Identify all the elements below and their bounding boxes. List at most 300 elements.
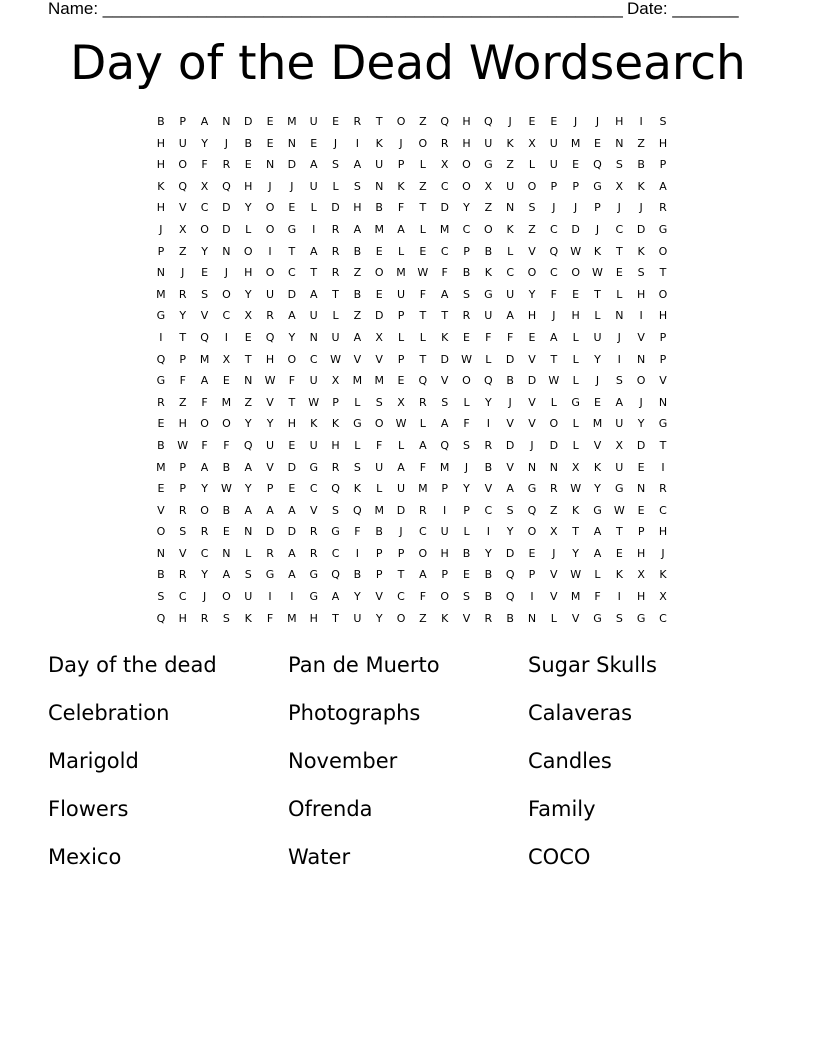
grid-letter: Q — [527, 503, 537, 517]
grid-letter: S — [201, 287, 209, 301]
grid-letter: J — [202, 590, 207, 604]
grid-row — [150, 543, 674, 565]
grid-letter: Z — [178, 395, 187, 409]
grid-letter: L — [397, 438, 405, 452]
grid-letter: S — [332, 158, 340, 172]
grid-letter: B — [244, 136, 252, 150]
grid-letter: N — [615, 136, 624, 150]
grid-letter: S — [353, 460, 361, 474]
grid-letter: V — [593, 438, 602, 452]
grid-letter: S — [463, 438, 470, 452]
grid-letter: X — [615, 179, 624, 193]
grid-letter: Y — [484, 395, 492, 409]
grid-letter: T — [615, 244, 623, 258]
grid-letter: W — [177, 438, 189, 452]
grid-letter: V — [157, 503, 165, 517]
grid-letter: N — [527, 460, 537, 474]
grid-letter: H — [309, 611, 318, 625]
grid-letter: F — [594, 590, 601, 604]
grid-letter: Z — [178, 244, 187, 258]
grid-letter: E — [397, 374, 405, 388]
date-field-label: Date: _______ — [627, 0, 739, 18]
grid-letter: M — [221, 395, 232, 409]
grid-letter: G — [658, 417, 668, 431]
grid-letter: B — [506, 611, 514, 625]
grid-letter: K — [244, 611, 252, 625]
grid-letter: P — [659, 352, 667, 366]
grid-letter: B — [484, 244, 493, 258]
grid-letter: I — [268, 244, 272, 258]
grid-letter: G — [309, 460, 318, 474]
grid-letter: A — [309, 287, 318, 301]
grid-letter: O — [265, 222, 275, 236]
grid-letter: I — [290, 590, 294, 604]
grid-row — [150, 608, 674, 630]
grid-letter: Q — [593, 158, 602, 172]
grid-letter: S — [615, 611, 623, 625]
grid-letter: P — [266, 482, 274, 496]
grid-letter: R — [309, 525, 318, 539]
grid-letter: J — [333, 136, 338, 150]
grid-letter: C — [222, 309, 231, 323]
grid-letter: B — [157, 568, 165, 582]
grid-letter: I — [224, 330, 229, 344]
grid-letter: X — [659, 590, 667, 604]
grid-letter: J — [552, 309, 556, 323]
grid-row — [150, 413, 674, 435]
grid-letter: L — [354, 438, 361, 452]
grid-letter: R — [178, 568, 187, 582]
grid-letter: D — [440, 352, 449, 366]
grid-letter: H — [178, 417, 187, 431]
grid-letter: M — [570, 590, 581, 604]
grid-letter: N — [375, 179, 384, 193]
grid-letter: H — [571, 309, 580, 323]
word-list-item: Photographs — [288, 701, 421, 725]
grid-letter: D — [549, 438, 559, 452]
word-list-item: Family — [528, 797, 596, 821]
grid-letter: J — [617, 201, 621, 215]
grid-letter: L — [572, 374, 579, 388]
grid-letter: I — [159, 330, 163, 344]
grid-letter: I — [355, 136, 359, 150]
grid-letter: A — [506, 482, 514, 496]
grid-letter: A — [266, 503, 274, 517]
grid-letter: L — [332, 309, 339, 323]
grid-letter: A — [615, 395, 624, 409]
grid-row — [150, 241, 674, 263]
grid-letter: Y — [637, 417, 645, 431]
grid-letter: S — [222, 611, 230, 625]
grid-letter: V — [266, 460, 274, 474]
grid-letter: Z — [353, 309, 362, 323]
grid-letter: P — [528, 568, 536, 582]
word-list-item: Celebration — [48, 701, 170, 725]
grid-letter: A — [309, 158, 318, 172]
grid-letter: Q — [265, 330, 275, 344]
grid-letter: A — [440, 417, 449, 431]
grid-letter: P — [179, 352, 187, 366]
grid-letter: K — [593, 460, 602, 474]
grid-letter: E — [157, 482, 165, 496]
grid-letter: V — [659, 374, 667, 388]
grid-letter: B — [375, 525, 383, 539]
grid-row — [150, 111, 674, 133]
grid-letter: E — [528, 330, 536, 344]
grid-letter: R — [484, 438, 493, 452]
grid-letter: S — [353, 179, 361, 193]
grid-letter: K — [506, 136, 514, 150]
grid-row — [150, 219, 674, 241]
grid-letter: A — [288, 503, 296, 517]
grid-letter: G — [527, 482, 537, 496]
grid-letter: U — [484, 309, 493, 323]
grid-letter: L — [397, 330, 405, 344]
grid-letter: J — [639, 201, 643, 215]
grid-letter: A — [353, 158, 362, 172]
grid-letter: H — [462, 115, 471, 128]
grid-row — [150, 435, 674, 457]
grid-letter: H — [331, 438, 340, 452]
grid-letter: X — [615, 438, 624, 452]
grid-row — [150, 262, 674, 284]
grid-letter: V — [550, 568, 558, 582]
grid-letter: E — [244, 158, 252, 172]
grid-letter: A — [353, 330, 362, 344]
grid-letter: S — [615, 158, 623, 172]
grid-letter: R — [266, 546, 274, 560]
grid-letter: O — [462, 179, 471, 193]
grid-letter: L — [572, 417, 579, 431]
grid-letter: H — [156, 201, 166, 215]
grid-letter: O — [484, 222, 493, 236]
grid-letter: S — [332, 503, 340, 517]
grid-letter: U — [615, 460, 624, 474]
grid-letter: E — [419, 244, 427, 258]
grid-letter: N — [222, 244, 231, 258]
grid-row — [150, 349, 674, 371]
grid-letter: S — [659, 115, 667, 128]
grid-letter: F — [266, 611, 274, 625]
grid-letter: M — [374, 374, 384, 388]
grid-letter: L — [419, 222, 426, 236]
grid-letter: A — [309, 244, 318, 258]
grid-letter: L — [485, 352, 492, 366]
grid-letter: N — [244, 374, 253, 388]
grid-letter: J — [639, 395, 643, 409]
grid-letter: C — [549, 266, 558, 280]
grid-letter: Y — [244, 417, 252, 431]
grid-letter: Z — [419, 611, 427, 625]
grid-letter: K — [331, 417, 340, 431]
grid-letter: Y — [244, 482, 252, 496]
grid-letter: Y — [463, 482, 470, 496]
word-list-item: Day of the dead — [48, 653, 217, 677]
grid-letter: U — [266, 438, 275, 452]
grid-letter: S — [375, 395, 383, 409]
grid-letter: E — [528, 115, 536, 128]
grid-letter: D — [287, 158, 297, 172]
grid-letter: P — [441, 568, 448, 582]
grid-letter: X — [440, 158, 449, 172]
grid-letter: H — [287, 417, 297, 431]
grid-letter: J — [552, 201, 556, 215]
grid-letter: Q — [418, 374, 428, 388]
grid-letter: R — [331, 460, 340, 474]
grid-letter: K — [637, 244, 645, 258]
grid-letter: O — [374, 266, 384, 280]
grid-letter: D — [636, 438, 646, 452]
grid-letter: E — [615, 546, 623, 560]
grid-letter: W — [395, 417, 407, 431]
grid-letter: R — [659, 482, 667, 496]
grid-letter: Y — [288, 330, 296, 344]
word-list-item: November — [288, 749, 398, 773]
grid-letter: D — [222, 222, 231, 236]
grid-row — [150, 284, 674, 306]
grid-letter: O — [243, 244, 253, 258]
grid-letter: W — [570, 568, 582, 582]
grid-letter: K — [353, 482, 361, 496]
grid-letter: Q — [156, 611, 166, 625]
grid-letter: K — [375, 136, 383, 150]
grid-letter: W — [461, 352, 472, 366]
grid-letter: U — [615, 417, 624, 431]
grid-letter: A — [288, 568, 296, 582]
grid-letter: H — [440, 546, 449, 560]
grid-letter: T — [441, 309, 449, 323]
grid-letter: A — [506, 309, 514, 323]
grid-letter: V — [528, 352, 536, 366]
grid-letter: E — [637, 460, 645, 474]
grid-letter: U — [396, 287, 406, 301]
grid-letter: I — [530, 590, 534, 604]
grid-letter: Q — [331, 482, 340, 496]
grid-letter: T — [419, 201, 427, 215]
grid-letter: T — [659, 266, 667, 280]
grid-letter: C — [178, 590, 187, 604]
grid-letter: R — [157, 395, 165, 409]
grid-letter: W — [417, 266, 429, 280]
grid-letter: R — [419, 503, 427, 517]
grid-letter: A — [353, 222, 362, 236]
grid-letter: D — [505, 352, 515, 366]
grid-letter: P — [397, 158, 405, 172]
grid-letter: C — [200, 201, 209, 215]
grid-letter: O — [527, 525, 537, 539]
grid-letter: Y — [201, 568, 208, 582]
grid-letter: Y — [484, 546, 492, 560]
grid-letter: I — [486, 417, 490, 431]
word-list-item: Sugar Skulls — [528, 653, 657, 677]
grid-letter: T — [659, 438, 667, 452]
grid-letter: I — [312, 222, 316, 236]
grid-letter: S — [463, 287, 470, 301]
grid-letter: R — [331, 244, 340, 258]
grid-letter: H — [462, 136, 471, 150]
grid-row — [150, 478, 674, 500]
grid-letter: X — [222, 352, 231, 366]
grid-row — [150, 154, 674, 176]
grid-letter: R — [549, 482, 558, 496]
grid-letter: L — [463, 395, 470, 409]
grid-letter: B — [157, 115, 165, 128]
grid-letter: Q — [440, 115, 450, 128]
grid-row — [150, 500, 674, 522]
grid-letter: C — [659, 503, 667, 517]
grid-letter: J — [508, 115, 512, 128]
grid-letter: Z — [637, 136, 645, 150]
grid-letter: O — [287, 352, 297, 366]
grid-letter: K — [441, 330, 449, 344]
grid-letter: L — [507, 244, 514, 258]
grid-letter: G — [353, 417, 362, 431]
grid-letter: W — [330, 352, 341, 366]
grid-letter: O — [418, 546, 428, 560]
grid-letter: L — [550, 611, 557, 625]
grid-letter: U — [309, 115, 318, 128]
grid-letter: Z — [528, 222, 536, 236]
grid-letter: U — [309, 179, 318, 193]
grid-letter: V — [571, 611, 580, 625]
grid-letter: J — [290, 179, 294, 193]
grid-letter: T — [332, 287, 339, 301]
grid-letter: O — [222, 287, 231, 301]
grid-letter: R — [353, 115, 362, 128]
grid-letter: G — [156, 374, 166, 388]
grid-letter: N — [244, 525, 253, 539]
grid-letter: E — [222, 525, 230, 539]
grid-letter: Z — [550, 503, 558, 517]
grid-letter: I — [639, 115, 643, 128]
grid-letter: U — [549, 136, 558, 150]
grid-letter: C — [440, 179, 449, 193]
grid-letter: D — [222, 201, 231, 215]
grid-letter: I — [639, 309, 643, 323]
grid-letter: S — [441, 395, 449, 409]
grid-letter: U — [440, 525, 449, 539]
grid-letter: E — [332, 115, 340, 128]
grid-letter: Z — [244, 395, 252, 409]
page-title: Day of the Dead Wordsearch — [70, 36, 746, 91]
grid-letter: Y — [201, 244, 208, 258]
grid-letter: E — [594, 136, 601, 150]
grid-row — [150, 133, 674, 155]
grid-letter: P — [659, 158, 667, 172]
grid-letter: P — [157, 244, 165, 258]
grid-letter: Y — [572, 546, 580, 560]
grid-letter: M — [287, 115, 297, 128]
grid-letter: W — [308, 395, 320, 409]
grid-letter: I — [486, 525, 490, 539]
grid-letter: J — [224, 136, 229, 150]
grid-letter: X — [397, 395, 405, 409]
grid-letter: S — [528, 201, 536, 215]
grid-letter: W — [592, 266, 603, 280]
word-list-row — [48, 833, 768, 881]
grid-letter: V — [178, 201, 187, 215]
grid-letter: Y — [463, 201, 470, 215]
grid-letter: L — [376, 482, 383, 496]
grid-letter: U — [593, 330, 602, 344]
grid-letter: B — [462, 266, 471, 280]
grid-letter: B — [375, 201, 383, 215]
grid-letter: O — [658, 244, 668, 258]
grid-letter: K — [157, 179, 165, 193]
grid-letter: O — [418, 136, 428, 150]
grid-letter: V — [528, 244, 536, 258]
grid-letter: S — [615, 374, 623, 388]
grid-letter: J — [159, 222, 163, 236]
grid-letter: L — [310, 201, 317, 215]
grid-letter: I — [268, 590, 272, 604]
grid-letter: G — [571, 395, 580, 409]
grid-letter: R — [309, 546, 318, 560]
grid-letter: N — [506, 201, 515, 215]
grid-letter: T — [179, 330, 187, 344]
grid-letter: M — [418, 482, 428, 496]
grid-letter: T — [550, 352, 558, 366]
grid-letter: V — [506, 460, 514, 474]
grid-letter: K — [572, 503, 580, 517]
grid-letter: Y — [179, 309, 187, 323]
grid-letter: F — [288, 374, 296, 388]
grid-letter: F — [550, 287, 557, 301]
grid-letter: F — [201, 438, 208, 452]
grid-letter: I — [617, 590, 621, 604]
grid-letter: G — [309, 590, 318, 604]
grid-letter: S — [179, 525, 187, 539]
grid-letter: E — [528, 546, 536, 560]
grid-letter: V — [637, 330, 645, 344]
grid-letter: E — [572, 158, 580, 172]
grid-letter: Y — [266, 417, 274, 431]
grid-letter: N — [222, 115, 231, 128]
grid-letter: N — [156, 546, 166, 560]
grid-letter: C — [659, 611, 667, 625]
grid-letter: Y — [201, 136, 208, 150]
grid-letter: E — [157, 417, 165, 431]
grid-letter: Y — [528, 287, 536, 301]
grid-letter: M — [439, 460, 450, 474]
grid-letter: L — [354, 395, 361, 409]
grid-letter: U — [549, 158, 558, 172]
grid-letter: Q — [549, 244, 559, 258]
grid-letter: N — [222, 546, 231, 560]
grid-row — [150, 370, 674, 392]
grid-letter: S — [244, 568, 252, 582]
grid-letter: F — [376, 438, 383, 452]
grid-letter: M — [352, 374, 363, 388]
grid-letter: E — [201, 266, 209, 280]
grid-letter: F — [419, 460, 427, 474]
grid-letter: N — [658, 395, 668, 409]
grid-letter: D — [396, 503, 406, 517]
grid-letter: G — [331, 525, 340, 539]
grid-letter: W — [220, 482, 232, 496]
grid-letter: E — [375, 287, 383, 301]
grid-letter: K — [637, 179, 645, 193]
grid-letter: K — [593, 244, 602, 258]
grid-letter: D — [440, 201, 449, 215]
grid-letter: P — [594, 201, 601, 215]
grid-letter: H — [178, 611, 187, 625]
grid-letter: V — [266, 395, 274, 409]
grid-letter: R — [484, 611, 493, 625]
grid-letter: B — [484, 460, 493, 474]
grid-letter: B — [353, 568, 362, 582]
grid-letter: E — [463, 330, 470, 344]
